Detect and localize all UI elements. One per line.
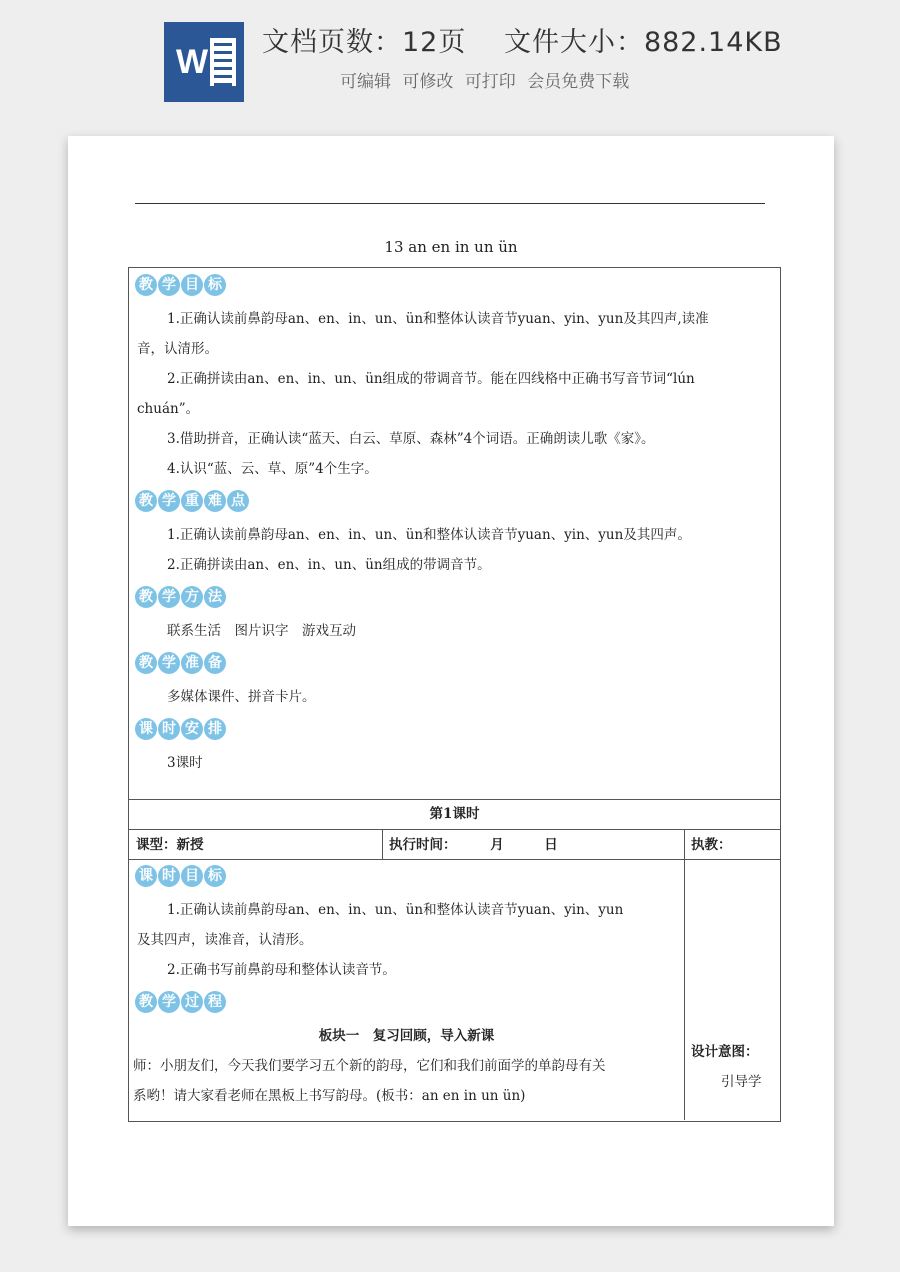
download-banner [0, 0, 900, 120]
section-tag [135, 865, 227, 889]
section-tag-process [129, 985, 684, 1021]
objective-3: 3.借助拼音，正确认读“蓝天、白云、草原、森林”4个词语。正确朗读儿歌《家》。 [167, 431, 655, 447]
overview-box [128, 267, 781, 800]
objective-1: 1.正确认读前鼻韵母an、en、in、un、ün和整体认读音节yuan、yin、yun及其四声,读准 [167, 311, 709, 327]
tag-character: 备 [204, 652, 226, 674]
tag-character: 时 [158, 718, 180, 740]
section-tag [135, 652, 227, 676]
tag-character: 重 [181, 490, 203, 512]
section-tag [135, 274, 227, 298]
design-intent-text: 引导学 [721, 1074, 762, 1090]
tag-character: 课 [135, 865, 157, 887]
tag-character: 课 [135, 718, 157, 740]
tag-character: 法 [204, 586, 226, 608]
section-tag [135, 586, 227, 610]
objective-2-cont: chuán”。 [137, 401, 200, 417]
teacher-line-1: 师：小朋友们，今天我们要学习五个新的韵母，它们和我们前面学的单韵母有关 [133, 1058, 606, 1074]
tag-character: 教 [135, 490, 157, 512]
file-info: 文档页数：12页 文件大小：882.14KB [262, 27, 783, 58]
teacher-line-2: 系哟！请大家看老师在黑板上书写韵母。(板书：an en in un ün) [133, 1088, 526, 1104]
tag-character: 教 [135, 274, 157, 296]
word-letter: W [175, 43, 209, 81]
tag-character: 学 [158, 274, 180, 296]
key-point-2: 2.正确拼读由an、en、in、un、ün组成的带调音节。 [167, 557, 491, 573]
section-tag-lesson-goals [129, 859, 684, 895]
section-tag-schedule [129, 712, 780, 748]
tag-character: 排 [204, 718, 226, 740]
lesson-info-row [128, 829, 781, 860]
tag-character: 过 [181, 991, 203, 1013]
lesson-title: 13 an en in un ün [384, 238, 518, 256]
tag-character: 方 [181, 586, 203, 608]
key-point-1: 1.正确认读前鼻韵母an、en、in、un、ün和整体认读音节yuan、yin、yun及其四声。 [167, 527, 691, 543]
lesson-number: 第1课时 [429, 806, 480, 822]
tag-character: 难 [204, 490, 226, 512]
section-tag-key-points [129, 484, 780, 520]
preparation-text: 多媒体课件、拼音卡片。 [167, 689, 316, 705]
tag-character: 教 [135, 652, 157, 674]
section-tag-objectives [129, 268, 780, 304]
execution-time: 执行时间： 月 日 [389, 837, 558, 853]
block-heading: 板块一 复习回顾，导入新课 [318, 1028, 495, 1044]
section-tag [135, 490, 250, 514]
tag-character: 学 [158, 991, 180, 1013]
design-intent-label: 设计意图： [691, 1044, 759, 1060]
tag-character: 教 [135, 586, 157, 608]
tag-character: 准 [181, 652, 203, 674]
document-page [68, 136, 834, 1226]
lesson-header-row [128, 799, 781, 830]
tag-character: 学 [158, 490, 180, 512]
methods-text: 联系生活 图片识字 游戏互动 [167, 623, 356, 639]
file-features: 可编辑 可修改 可打印 会员免费下载 [340, 72, 630, 92]
word-document-icon [164, 22, 244, 102]
tag-character: 时 [158, 865, 180, 887]
tag-character: 点 [227, 490, 249, 512]
tag-character: 教 [135, 991, 157, 1013]
lesson-type: 课型：新授 [136, 837, 204, 853]
section-tag [135, 718, 227, 742]
tag-character: 目 [181, 865, 203, 887]
teacher-field: 执教： [691, 837, 732, 853]
lesson-goal-1-cont: 及其四声，读准音，认清形。 [137, 932, 313, 948]
objective-1-cont: 音，认清形。 [137, 341, 218, 357]
section-tag [135, 991, 227, 1015]
lesson-content [129, 859, 684, 1111]
section-tag-methods [129, 580, 780, 616]
tag-character: 学 [158, 586, 180, 608]
tag-character: 学 [158, 652, 180, 674]
tag-character: 标 [204, 865, 226, 887]
lesson-goal-2: 2.正确书写前鼻韵母和整体认读音节。 [167, 962, 396, 978]
lesson-goal-1: 1.正确认读前鼻韵母an、en、in、un、ün和整体认读音节yuan、yin、yun [167, 902, 624, 918]
tag-character: 程 [204, 991, 226, 1013]
objective-4: 4.认识“蓝、云、草、原”4个生字。 [167, 461, 378, 477]
section-tag-preparation [129, 646, 780, 682]
lesson-body-row [128, 859, 781, 1122]
tag-character: 目 [181, 274, 203, 296]
tag-character: 安 [181, 718, 203, 740]
tag-character: 标 [204, 274, 226, 296]
header-rule [135, 203, 765, 204]
objective-2: 2.正确拼读由an、en、in、un、ün组成的带调音节。能在四线格中正确书写音节词“lún [167, 371, 695, 387]
schedule-text: 3课时 [167, 755, 203, 771]
